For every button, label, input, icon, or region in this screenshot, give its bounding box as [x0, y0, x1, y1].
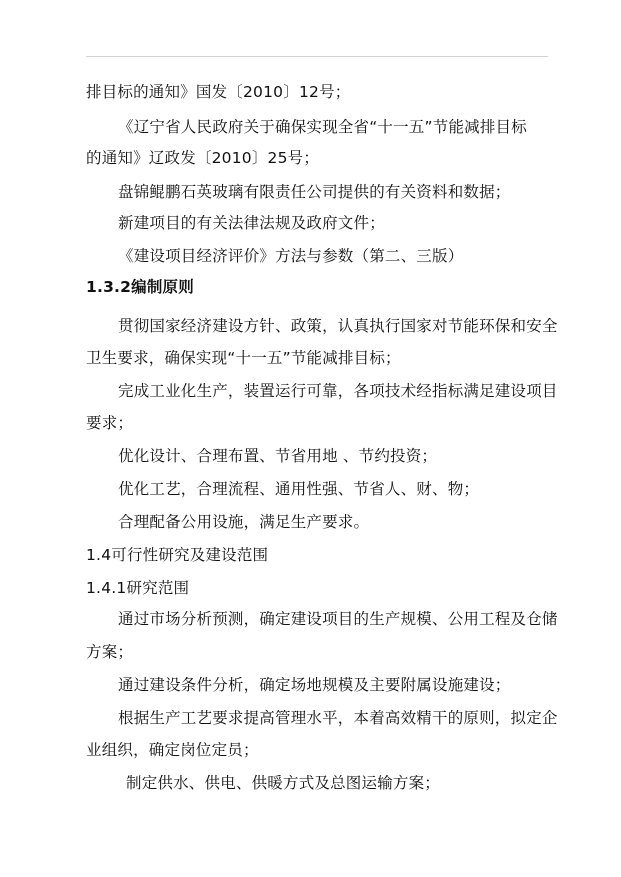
- text-line-12: 优化设计、合理布置、节省用地 、节约投资；: [118, 447, 438, 465]
- text-line-13: 优化工艺，合理流程、通用性强、节省人、财、物；: [118, 480, 480, 498]
- section-heading-1-4: 1.4可行性研究及建设范围: [86, 546, 269, 564]
- text-line-18: 方案；: [86, 643, 134, 661]
- text-line-19: 通过建设条件分析，确定场地规模及主要附属设施建设；: [118, 676, 511, 694]
- section-heading-1-4-1: 1.4.1研究范围: [86, 579, 190, 597]
- text-line-20: 根据生产工艺要求提高管理水平，本着高效精干的原则，拟定企: [118, 709, 558, 727]
- text-line-5: 新建项目的有关法律法规及政府文件；: [118, 214, 385, 232]
- text-line-3: 的通知》辽政发〔2010〕25号；: [86, 149, 320, 167]
- section-heading-1-3-2: 1.3.2编制原则: [86, 278, 194, 296]
- text-line-6: 《建设项目经济评价》方法与参数（第二、三版）: [118, 247, 464, 265]
- text-line-22: 制定供水、供电、供暖方式及总图运输方案；: [126, 774, 441, 792]
- header-rule: [86, 56, 548, 57]
- text-line-1: 排目标的通知》国发〔2010〕12号；: [86, 83, 351, 101]
- text-line-9: 卫生要求，确保实现“十一五”节能减排目标；: [86, 349, 401, 367]
- text-line-14: 合理配备公用设施，满足生产要求。: [118, 513, 370, 531]
- text-line-21: 业组织，确定岗位定员；: [86, 741, 259, 759]
- text-line-4: 盘锦鲲鹏石英玻璃有限责任公司提供的有关资料和数据；: [118, 183, 511, 201]
- text-line-11: 要求；: [86, 414, 134, 432]
- text-line-10: 完成工业化生产，装置运行可靠，各项技术经指标满足建设项目: [118, 382, 558, 400]
- text-line-17: 通过市场分析预测，确定建设项目的生产规模、公用工程及仓储: [118, 610, 558, 628]
- text-line-8: 贯彻国家经济建设方针、政策，认真执行国家对节能环保和安全: [118, 317, 558, 335]
- text-line-2: 《辽宁省人民政府关于确保实现全省“十一五”节能减排目标: [118, 118, 527, 136]
